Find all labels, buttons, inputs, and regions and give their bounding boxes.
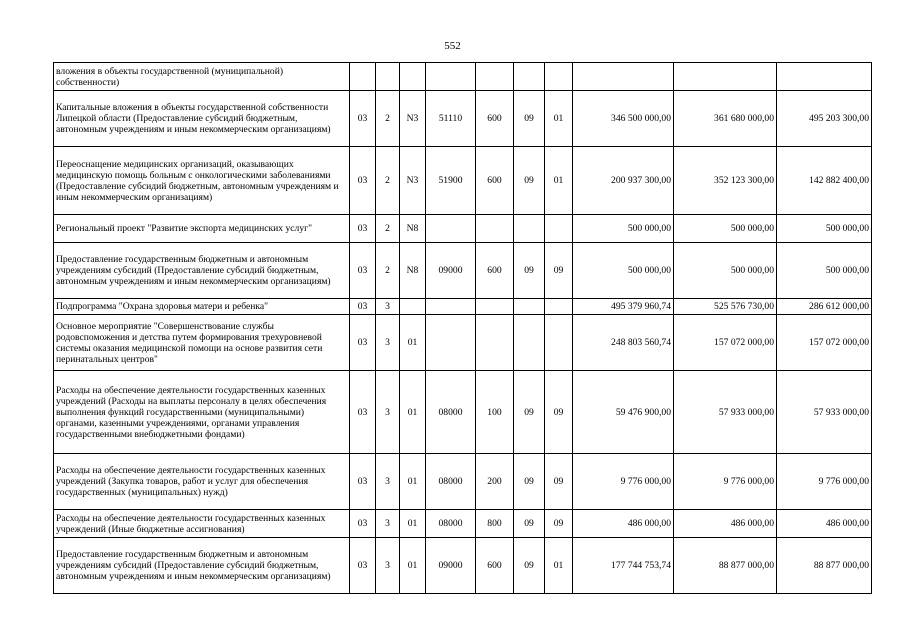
code-program: 03: [350, 91, 376, 147]
code-subprogram: 3: [376, 454, 400, 510]
code-program: 03: [350, 371, 376, 454]
code-section: 09: [514, 454, 545, 510]
code-subsection: 01: [545, 91, 573, 147]
code-activity: N3: [400, 91, 426, 147]
code-program: 03: [350, 147, 376, 215]
code-subsection: [545, 63, 573, 91]
code-subsection: [545, 299, 573, 315]
code-direction: 51110: [426, 91, 476, 147]
code-program: 03: [350, 243, 376, 299]
code-subsection: 01: [545, 147, 573, 215]
amount-year-1: 177 744 753,74: [573, 538, 674, 594]
code-activity: [400, 63, 426, 91]
code-subsection: [545, 315, 573, 371]
table-row: [54, 454, 872, 510]
code-expense-type: 600: [476, 91, 514, 147]
amount-year-1: 59 476 900,00: [573, 371, 674, 454]
amount-year-3: 486 000,00: [777, 510, 872, 538]
code-subprogram: 2: [376, 215, 400, 243]
row-description: Региональный проект "Развитие экспорта медицинских услуг": [54, 215, 350, 243]
code-direction: 08000: [426, 510, 476, 538]
code-program: 03: [350, 299, 376, 315]
code-program: 03: [350, 315, 376, 371]
amount-year-2: 352 123 300,00: [674, 147, 777, 215]
amount-year-2: [674, 63, 777, 91]
amount-year-3: 500 000,00: [777, 243, 872, 299]
table-row: [54, 538, 872, 594]
amount-year-1: 248 803 560,74: [573, 315, 674, 371]
amount-year-3: 286 612 000,00: [777, 299, 872, 315]
code-direction: [426, 63, 476, 91]
amount-year-3: 495 203 300,00: [777, 91, 872, 147]
code-direction: [426, 215, 476, 243]
code-direction: 09000: [426, 243, 476, 299]
code-section: 09: [514, 243, 545, 299]
amount-year-1: 9 776 000,00: [573, 454, 674, 510]
amount-year-2: 9 776 000,00: [674, 454, 777, 510]
code-activity: 01: [400, 371, 426, 454]
code-subsection: 09: [545, 243, 573, 299]
code-subprogram: 3: [376, 371, 400, 454]
code-section: 09: [514, 371, 545, 454]
amount-year-3: 57 933 000,00: [777, 371, 872, 454]
code-subprogram: [376, 63, 400, 91]
code-expense-type: [476, 315, 514, 371]
table-row: [54, 315, 872, 371]
code-direction: 51900: [426, 147, 476, 215]
amount-year-2: 486 000,00: [674, 510, 777, 538]
code-direction: 08000: [426, 454, 476, 510]
code-subsection: 09: [545, 510, 573, 538]
code-expense-type: 800: [476, 510, 514, 538]
table-row: [54, 63, 872, 91]
code-subprogram: 3: [376, 538, 400, 594]
code-program: 03: [350, 454, 376, 510]
amount-year-3: 500 000,00: [777, 215, 872, 243]
amount-year-3: 88 877 000,00: [777, 538, 872, 594]
code-section: 09: [514, 147, 545, 215]
code-section: [514, 299, 545, 315]
row-description: Расходы на обеспечение деятельности государственных казенных учреждений (Закупка товаров, работ и услуг для обеспечения государственных (муниципальных) нужд): [54, 454, 350, 510]
code-activity: 01: [400, 538, 426, 594]
code-program: [350, 63, 376, 91]
table-row: [54, 299, 872, 315]
amount-year-3: 142 882 400,00: [777, 147, 872, 215]
code-expense-type: [476, 215, 514, 243]
table-row: [54, 215, 872, 243]
amount-year-1: 346 500 000,00: [573, 91, 674, 147]
row-description: вложения в объекты государственной (муниципальной) собственности): [54, 63, 350, 91]
amount-year-2: 157 072 000,00: [674, 315, 777, 371]
amount-year-2: 500 000,00: [674, 243, 777, 299]
code-expense-type: 200: [476, 454, 514, 510]
amount-year-2: 525 576 730,00: [674, 299, 777, 315]
code-subsection: [545, 215, 573, 243]
code-section: [514, 63, 545, 91]
row-description: Подпрограмма "Охрана здоровья матери и ребенка": [54, 299, 350, 315]
code-subsection: 09: [545, 454, 573, 510]
code-section: 09: [514, 91, 545, 147]
row-description: Переоснащение медицинских организаций, оказывающих медицинскую помощь больным с онкологическими заболеваниями (Предоставление субсидий бюджетным, автономным учреждениям и иным некоммерческим организациям): [54, 147, 350, 215]
budget-table: [53, 62, 872, 594]
code-activity: N3: [400, 147, 426, 215]
code-direction: [426, 315, 476, 371]
code-subprogram: 3: [376, 510, 400, 538]
amount-year-1: 486 000,00: [573, 510, 674, 538]
code-activity: N8: [400, 243, 426, 299]
amount-year-3: 9 776 000,00: [777, 454, 872, 510]
code-subprogram: 3: [376, 315, 400, 371]
amount-year-1: 500 000,00: [573, 243, 674, 299]
row-description: Предоставление государственным бюджетным и автономным учреждениям субсидий (Предоставление субсидий бюджетным, автономным учреждениям и иным некоммерческим организациям): [54, 538, 350, 594]
code-direction: 08000: [426, 371, 476, 454]
code-subprogram: 2: [376, 243, 400, 299]
code-activity: N8: [400, 215, 426, 243]
code-subprogram: 3: [376, 299, 400, 315]
table-row: [54, 243, 872, 299]
row-description: Расходы на обеспечение деятельности государственных казенных учреждений (Расходы на выплаты персоналу в целях обеспечения выполнения функций государственными (муниципальными) органами, казенными учреждениями, органами управления государственными внебюджетными фондами): [54, 371, 350, 454]
code-section: 09: [514, 538, 545, 594]
amount-year-3: [777, 63, 872, 91]
table-row: [54, 147, 872, 215]
row-description: Основное мероприятие "Совершенствование службы родовспоможения и детства путем формирования трехуровневой системы оказания медицинской помощи на основе развития сети перинатальных центров": [54, 315, 350, 371]
amount-year-2: 361 680 000,00: [674, 91, 777, 147]
amount-year-2: 500 000,00: [674, 215, 777, 243]
code-program: 03: [350, 215, 376, 243]
code-expense-type: 600: [476, 147, 514, 215]
table-row: [54, 371, 872, 454]
code-program: 03: [350, 538, 376, 594]
amount-year-2: 88 877 000,00: [674, 538, 777, 594]
code-expense-type: 100: [476, 371, 514, 454]
code-direction: [426, 299, 476, 315]
code-activity: 01: [400, 510, 426, 538]
page-number: 552: [444, 40, 461, 52]
amount-year-2: 57 933 000,00: [674, 371, 777, 454]
code-subprogram: 2: [376, 147, 400, 215]
code-activity: [400, 299, 426, 315]
amount-year-1: 200 937 300,00: [573, 147, 674, 215]
table-row: [54, 91, 872, 147]
table-row: [54, 510, 872, 538]
code-expense-type: [476, 63, 514, 91]
code-section: [514, 315, 545, 371]
code-section: 09: [514, 510, 545, 538]
code-activity: 01: [400, 454, 426, 510]
code-expense-type: 600: [476, 243, 514, 299]
code-subsection: 01: [545, 538, 573, 594]
code-activity: 01: [400, 315, 426, 371]
code-program: 03: [350, 510, 376, 538]
code-subprogram: 2: [376, 91, 400, 147]
code-section: [514, 215, 545, 243]
code-expense-type: [476, 299, 514, 315]
amount-year-1: 500 000,00: [573, 215, 674, 243]
amount-year-3: 157 072 000,00: [777, 315, 872, 371]
row-description: Капитальные вложения в объекты государственной собственности Липецкой области (Предоставление субсидий бюджетным, автономным учреждениям и иным некоммерческим организациям): [54, 91, 350, 147]
code-expense-type: 600: [476, 538, 514, 594]
row-description: Расходы на обеспечение деятельности государственных казенных учреждений (Иные бюджетные ассигнования): [54, 510, 350, 538]
amount-year-1: [573, 63, 674, 91]
row-description: Предоставление государственным бюджетным и автономным учреждениям субсидий (Предоставление субсидий бюджетным, автономным учреждениям и иным некоммерческим организациям): [54, 243, 350, 299]
code-direction: 09000: [426, 538, 476, 594]
amount-year-1: 495 379 960,74: [573, 299, 674, 315]
code-subsection: 09: [545, 371, 573, 454]
